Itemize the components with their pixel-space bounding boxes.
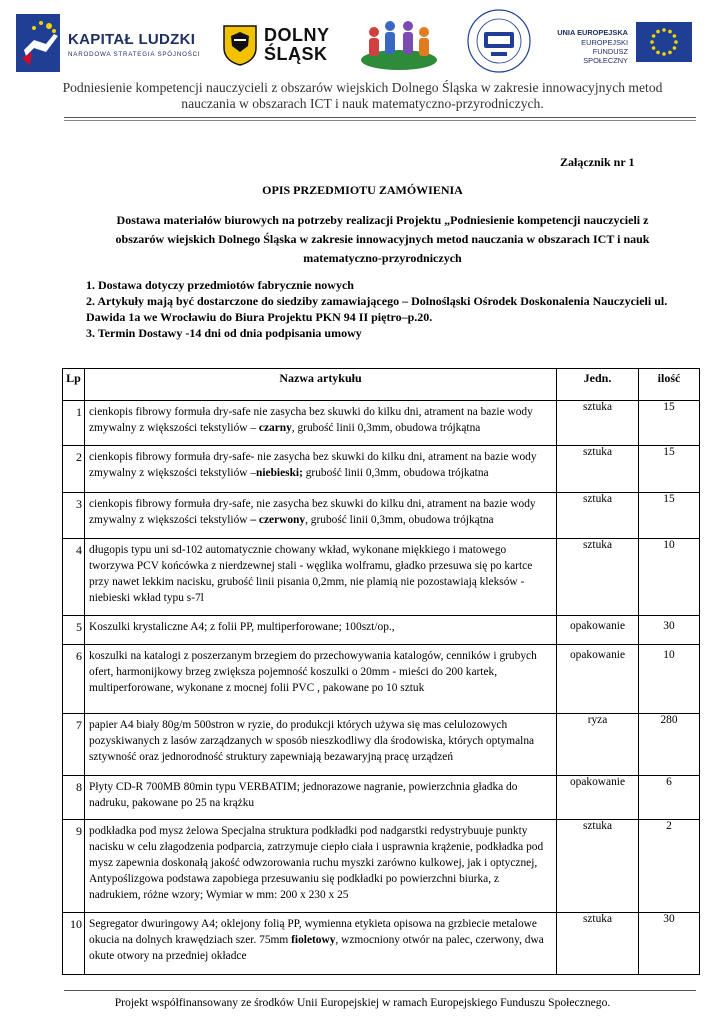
item-name — [85, 645, 557, 714]
item-name-text: Płyty CD-R 700MB 80min typu VERBATIM; jednorazowe nagranie, powierzchnia gładka do nadruku, pakowane po 25 na krążku — [89, 781, 518, 809]
item-name — [85, 539, 557, 616]
column-header-qty: ilość — [639, 369, 700, 401]
item-quantity: 15 — [639, 446, 700, 493]
item-quantity: 10 — [639, 539, 700, 616]
kl-subtitle: NARODOWA STRATEGIA SPÓJNOŚCI — [68, 51, 201, 58]
item-name — [85, 820, 557, 913]
table-row — [63, 493, 700, 539]
row-number: 2 — [63, 446, 85, 493]
row-number: 4 — [63, 539, 85, 616]
row-number: 8 — [63, 776, 85, 820]
people-group-logo-icon — [358, 14, 440, 72]
condition-item: 3. Termin Dostawy -14 dni od dnia podpisania umowy — [86, 326, 362, 340]
item-name-text: podkładka pod mysz żelowa Specjalna struktura podkładki pod nadgarstki redystrybuuje punkty nacisku w celu złagodzenia podparcia, zatrzymuje ciepło ciała i usprawnia krążenie, podkładka pod mysz zapewnia doskonałą jakość odwzorowania ruchu myszki zarówno kulkowej, jak i optycznej, Antypoślizgowa podstawa zapobiega przesuwaniu się podkładki po powierzchni biurka, z nadrukiem, różne wzory; Wymiar w mm: 200 x 230 x 25 — [89, 825, 544, 901]
item-quantity: 10 — [639, 645, 700, 714]
footer-divider — [64, 990, 696, 991]
ds-line2: ŚLĄSK — [264, 44, 328, 64]
row-number: 6 — [63, 645, 85, 714]
table-row — [63, 820, 700, 913]
item-quantity: 6 — [639, 776, 700, 820]
row-number: 9 — [63, 820, 85, 913]
condition-item: 2. Artykuły mają być dostarczone do siedziby zamawiającego – Dolnośląski Ośrodek Doskonalenia Nauczycieli ul. Dawida 1a we Wrocławiu do Biura Projektu PKN 94 II piętro–p.20. — [86, 294, 668, 324]
header-logos — [0, 0, 725, 80]
table-row — [63, 401, 700, 446]
eu-flag-icon — [636, 22, 692, 62]
annex-label: Załącznik nr 1 — [560, 155, 635, 169]
item-unit: opakowanie — [557, 616, 639, 645]
header-divider — [64, 117, 696, 118]
item-name-text-end: , grubość linii 0,3mm, obudowa trójkątna — [291, 422, 481, 434]
dolny-slask-shield-icon — [222, 24, 258, 66]
kl-title: KAPITAŁ LUDZKI — [68, 31, 196, 48]
item-unit: sztuka — [557, 913, 639, 975]
item-name-text: Koszulki krystaliczne A4; z folii PP, multiperforowane; 100szt/op., — [89, 621, 395, 633]
item-name-text: cienkopis fibrowy formuła dry-safe, nie zasycha bez skuwki do kilku dni, atrament na bazie wody zmywalny z większości tekstyliów — [89, 498, 536, 526]
item-name-emphasis: fioletowy — [291, 934, 336, 946]
item-quantity: 280 — [639, 714, 700, 776]
row-number: 3 — [63, 493, 85, 539]
eu-line3: FUNDUSZ SPOŁECZNY — [583, 47, 628, 65]
conditions-list — [86, 277, 686, 341]
document-title: OPIS PRZEDMIOTU ZAMÓWIENIA — [262, 183, 463, 197]
project-title: Podniesienie kompetencji nauczycieli z obszarów wiejskich Dolnego Śląska w zakresie innowacyjnych metod nauczania w obszarach ICT i nauk matematyczno-przyrodniczych. — [62, 80, 663, 111]
item-unit: sztuka — [557, 401, 639, 446]
ds-line1: DOLNY — [264, 25, 330, 45]
document-subtitle: Dostawa materiałów biurowych na potrzeby realizacji Projektu „Podniesienie kompetencji nauczycieli z obszarów wiejskich Dolnego Śląska w zakresie innowacyjnych metod nauczania w obszarach ICT i nauk matematyczno-przyrodniczych — [115, 213, 650, 265]
institution-seal-icon — [464, 8, 534, 74]
item-name-text: cienkopis fibrowy formuła dry-safe nie zasycha bez skuwki do kilku dni, atrament na bazie wody zmywalny z większości tekstyliów – — [89, 406, 533, 434]
condition-item: 1. Dostawa dotyczy przedmiotów fabrycznie nowych — [86, 278, 354, 292]
item-name — [85, 493, 557, 539]
item-name — [85, 401, 557, 446]
table-row — [63, 539, 700, 616]
footer-text: Projekt współfinansowany ze środków Unii Europejskiej w ramach Europejskiego Funduszu Społecznego. — [114, 996, 611, 1009]
row-number: 5 — [63, 616, 85, 645]
item-unit: sztuka — [557, 446, 639, 493]
item-name-text: długopis typu uni sd-102 automatycznie chowany wkład, wykonane miękkiego i matowego tworzywa PCV końcówka z nierdzewnej stali - węglika wolframu, gładko przesuwa się po kartce przy nawet lekkim nacisku, grubość linii pisania 0,2mm, nie plamią nie pozostawiają kleksów - niebieski wkład typu s-7l — [89, 544, 533, 604]
item-name-text-end: grubość linii 0,3mm, obudowa trójkatna — [302, 467, 489, 479]
item-name-emphasis: – czerwony — [250, 514, 306, 526]
item-quantity: 15 — [639, 401, 700, 446]
item-name-emphasis: niebieski; — [256, 467, 303, 479]
item-name-text-end: , wzmocniony otwór na palec, czerwony, dwa okute otwory na przedniej okładce — [89, 934, 544, 962]
table-row — [63, 714, 700, 776]
item-quantity: 30 — [639, 913, 700, 975]
item-quantity: 2 — [639, 820, 700, 913]
dolny-slask-logo — [222, 24, 342, 68]
item-unit: opakowanie — [557, 645, 639, 714]
table-header-row — [63, 369, 700, 401]
row-number: 7 — [63, 714, 85, 776]
item-name-emphasis: czarny — [258, 422, 292, 434]
eu-line1: UNIA EUROPEJSKA — [557, 28, 628, 37]
item-unit: opakowanie — [557, 776, 639, 820]
row-number: 10 — [63, 913, 85, 975]
table-row — [63, 913, 700, 975]
table-row — [63, 776, 700, 820]
item-unit: sztuka — [557, 493, 639, 539]
item-unit: sztuka — [557, 539, 639, 616]
column-header-name: Nazwa artykułu — [85, 369, 557, 401]
item-name-text-end: , grubość linii 0,3mm, obudowa trójkątna — [305, 514, 494, 526]
eu-line2: EUROPEJSKI — [581, 38, 628, 47]
item-name — [85, 913, 557, 975]
item-quantity: 15 — [639, 493, 700, 539]
row-number: 1 — [63, 401, 85, 446]
item-unit: ryza — [557, 714, 639, 776]
item-name — [85, 776, 557, 820]
item-name-text: koszulki na katalogi z poszerzanym brzegiem do przechowywania katalogów, cenników i grubych ofert, harmonijkowy brzeg zwiększa pojemność koszulki o 20mm - mieści do 200 kartek, multiperforowane, wykonane z mocnej folii PVC , pakowane po 10 sztuk — [89, 650, 537, 694]
items-table — [62, 368, 700, 975]
table-row — [63, 446, 700, 493]
eu-text — [548, 28, 628, 65]
table-row — [63, 616, 700, 645]
kapital-ludzki-logo-icon — [16, 14, 62, 72]
item-name-text: Segregator dwuringowy A4; oklejony folią PP, wymienna etykieta opisowa na grzbiecie metalowe okucia na dolnych krawędziach szer. 75mm — [89, 918, 537, 946]
item-name-text: papier A4 biały 80g/m 500stron w ryzie, do produkcji których używa się mas celulozowych pozyskiwanych z lasów zarządzanych w sposób nieszkodliwy dla środowiska, których optymalna sztywność oraz jednorodność struktury zapewniają bezawaryjną pracę urządzeń — [89, 719, 535, 763]
header-divider-secondary — [64, 120, 696, 121]
item-name — [85, 446, 557, 493]
item-unit: sztuka — [557, 820, 639, 913]
item-quantity: 30 — [639, 616, 700, 645]
item-name-text: cienkopis fibrowy formuła dry-safe- nie zasycha bez skuwki do kilku dni, atrament na bazie wody zmywalny z większości tekstyliów – — [89, 451, 537, 479]
column-header-unit: Jedn. — [557, 369, 639, 401]
table-row — [63, 645, 700, 714]
item-name — [85, 714, 557, 776]
column-header-lp: Lp — [63, 369, 85, 401]
item-name — [85, 616, 557, 645]
kapital-ludzki-logo — [16, 14, 208, 72]
